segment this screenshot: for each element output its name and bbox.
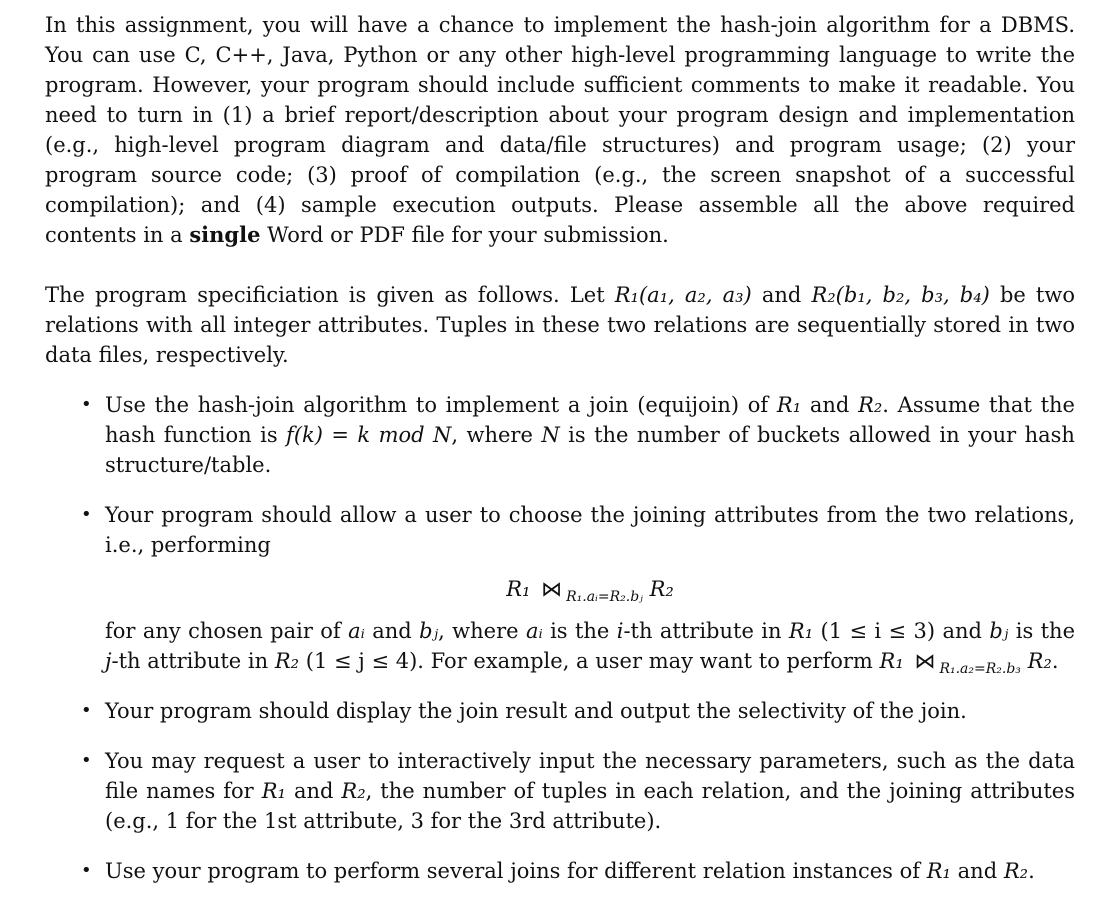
math-r2: R₂ — [1003, 859, 1029, 883]
bullet-text: and — [372, 619, 412, 643]
math-r1: R₁ — [926, 859, 951, 883]
math-r1: R₁ — [788, 619, 814, 643]
bullet-several-joins — [45, 856, 1075, 886]
bullet-text: -th attribute in — [623, 619, 782, 643]
math-range-i: (1 ≤ i ≤ 3) — [820, 619, 936, 643]
assignment-document — [45, 10, 1075, 906]
bullet-user-input — [45, 746, 1075, 836]
bullet-text: Your program should display the join result and output the selectivity of the join. — [105, 699, 967, 723]
math-ai: aᵢ — [525, 619, 543, 643]
spec-and: and — [761, 283, 802, 307]
bullet-text: and — [809, 393, 850, 417]
spec-text-part1: The program specificiation is given as follows. Let — [45, 283, 605, 307]
bullet-text: -th attribute in — [111, 649, 269, 673]
bullet-text: . — [1051, 649, 1059, 673]
bullet-text: is the number of buckets allowed in your hash structure/table. — [105, 423, 1075, 477]
join-symbol: ⋈ — [541, 577, 563, 601]
formula-right-relation: R₂ — [649, 577, 674, 601]
bullet-text: . — [1028, 859, 1035, 883]
math-bj: bⱼ — [989, 619, 1009, 643]
example-join-symbol: ⋈ — [914, 649, 936, 673]
bullet-text: . Assume that the hash function is — [105, 393, 1075, 447]
intro-bold-word: single — [189, 222, 261, 247]
math-n: N — [541, 423, 560, 447]
math-r2: R₂ — [341, 779, 366, 803]
bullet-text: is the — [550, 619, 610, 643]
bullet-text: You may request a user to interactively input the necessary parameters, such as the data file names for — [105, 749, 1075, 803]
bullet-text: Your program should allow a user to choose the joining attributes from the two relations, i.e., performing — [105, 503, 1075, 557]
intro-text-part1: In this assignment, you will have a chance to implement the hash-join algorithm for a DBMS. You can use C, C++, Java, Python or any other high-level programming language to write the program. However, your program should include sufficient comments to make it readable. You need to turn in (1) a brief report/description about your program design and implementation (e.g., high-level program diagram and data/file structures) and program usage; (2) your program source code; (3) proof of compilation (e.g., the screen snapshot of a successful compilation); and (4) sample execution outputs. Please assemble all the above required contents in a — [45, 13, 1075, 247]
math-r2: R₂ — [858, 393, 883, 417]
bullet-text: for any chosen pair of — [105, 619, 341, 643]
r2-schema: R₂(b₁, b₂, b₃, b₄) — [811, 283, 990, 307]
example-right-relation: R₂ — [1027, 649, 1052, 673]
math-r2: R₂ — [274, 649, 300, 673]
bullet-text: . For example, a user may want to perform — [417, 649, 873, 673]
math-r1: R₁ — [776, 393, 802, 417]
bullet-text: is the — [1015, 619, 1075, 643]
math-ai: aᵢ — [348, 619, 365, 643]
spec-text-part2: be two relations with all integer attributes. Tuples in these two relations are sequentially stored in two data files, respectively. — [45, 283, 1075, 367]
math-i: i — [616, 619, 624, 643]
formula-left-relation: R₁ — [506, 577, 531, 601]
bullet-text: and — [957, 859, 998, 883]
math-bj: bⱼ — [419, 619, 439, 643]
math-r1: R₁ — [261, 779, 286, 803]
math-k-mod-n: k mod N — [357, 423, 452, 447]
math-equals: = — [331, 423, 349, 447]
math-range-j: (1 ≤ j ≤ 4) — [305, 649, 418, 673]
math-hash-function: f(k) — [286, 423, 323, 447]
r1-schema: R₁(a₁, a₂, a₃) — [614, 283, 752, 307]
bullet-text: and — [942, 619, 982, 643]
bullet-text: , where — [451, 423, 533, 447]
join-condition: R₁.aᵢ=R₂.bⱼ — [566, 589, 643, 606]
bullet-text: , the number of tuples in each relation, and the joining attributes (e.g., 1 for the 1st attribute, 3 for the 3rd attribute). — [105, 779, 1075, 833]
bullet-display-result — [45, 696, 1075, 726]
bullet-text: Use the hash-join algorithm to implement a join (equijoin) of — [105, 393, 769, 417]
math-j: j — [105, 649, 112, 673]
intro-paragraph — [45, 10, 1075, 250]
bullet-text: Use your program to perform several joins for different relation instances of — [105, 859, 921, 883]
bullet-hash-join — [45, 390, 1075, 480]
requirements-list — [45, 390, 1075, 886]
intro-text-part2: Word or PDF file for your submission. — [267, 223, 669, 247]
join-formula — [105, 574, 1075, 604]
example-left-relation: R₁ — [879, 649, 904, 673]
bullet-text: and — [293, 779, 334, 803]
spec-paragraph — [45, 280, 1075, 370]
example-join-condition: R₁.a₂=R₂.b₃ — [939, 661, 1021, 678]
bullet-join-attributes — [45, 500, 1075, 676]
bullet-text: , where — [438, 619, 519, 643]
